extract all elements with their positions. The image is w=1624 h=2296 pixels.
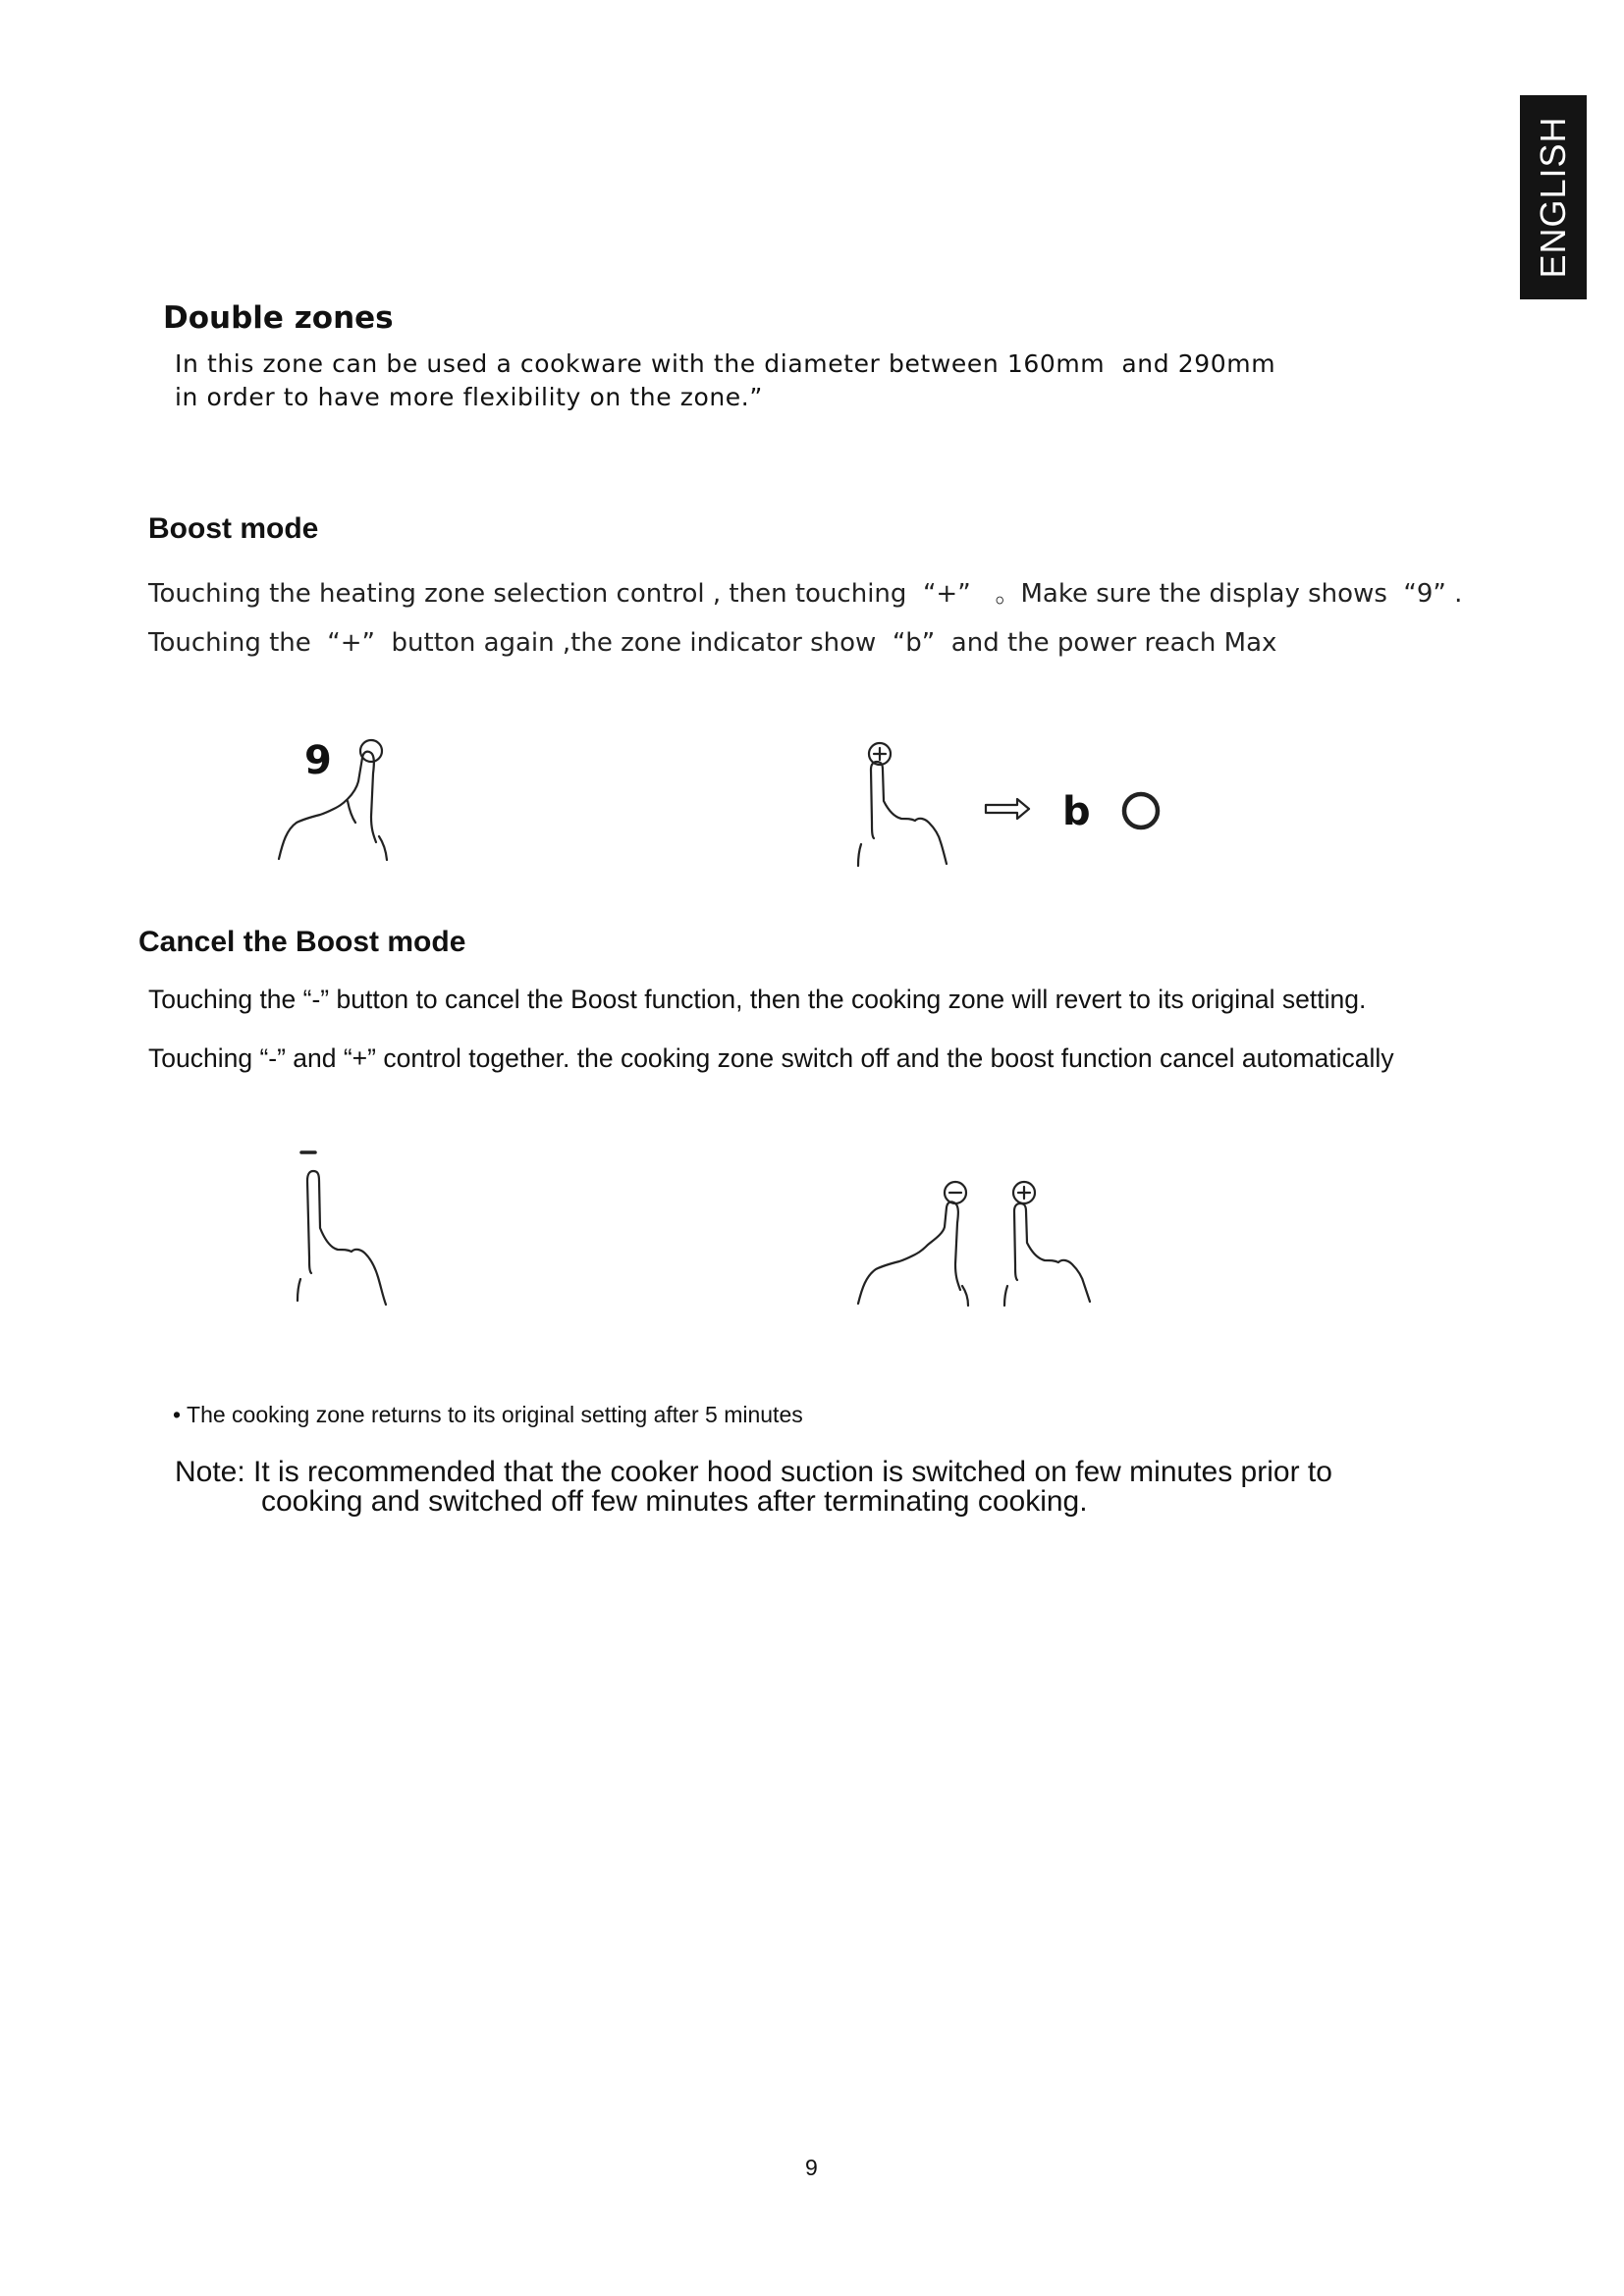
cancel-boost-heading: Cancel the Boost mode xyxy=(138,926,466,958)
page-number: 9 xyxy=(805,2155,818,2180)
pointing-hand-plus-2 xyxy=(1004,1203,1090,1306)
cancel-figure-both-illustration xyxy=(844,1168,1159,1315)
bullet-note: • The cooking zone returns to its original setting after 5 minutes xyxy=(173,1402,803,1427)
boost-mode-text-line1: Touching the heating zone selection control , then touching “+” 。Make sure the display shows “9” . xyxy=(148,579,1463,609)
double-zones-text-line2: in order to have more flexibility on the zone.” xyxy=(175,383,763,411)
display-9-glyph: 9 xyxy=(304,738,332,783)
right-arrow-icon xyxy=(986,799,1029,819)
boost-figure-left-illustration xyxy=(265,726,412,864)
display-b-glyph: b xyxy=(1062,789,1091,834)
note-line1: Note: It is recommended that the cooker hood suction is switched on few minutes prior to xyxy=(175,1456,1332,1488)
boost-figure-right-illustration xyxy=(844,726,1178,874)
pointing-hand-minus xyxy=(298,1171,386,1305)
double-zones-text-line1: In this zone can be used a cookware with the diameter between 160mm and 290mm xyxy=(175,349,1276,378)
cancel-boost-text-line2: Touching “-” and “+” control together. the cooking zone switch off and the boost function cancel automatically xyxy=(148,1043,1394,1073)
cancel-boost-text-line1: Touching the “-” button to cancel the Boost function, then the cooking zone will revert to its original setting. xyxy=(148,985,1367,1014)
language-tab xyxy=(1520,95,1587,299)
pointing-hand-right xyxy=(858,762,947,866)
note-line2: cooking and switched off few minutes after terminating cooking. xyxy=(261,1485,1088,1518)
boost-mode-heading: Boost mode xyxy=(148,512,319,545)
pointing-hand-minus-2 xyxy=(858,1201,968,1306)
pointing-hand-left xyxy=(279,752,387,860)
language-tab-label: ENGLISH xyxy=(1533,116,1573,279)
cancel-figure-minus-illustration xyxy=(290,1144,427,1310)
boost-mode-text-line2: Touching the “+” button again ,the zone indicator show “b” and the power reach Max xyxy=(148,628,1277,658)
selection-button-circle xyxy=(360,740,382,762)
double-zones-heading: Double zones xyxy=(163,300,394,336)
zone-indicator-circle xyxy=(1124,794,1158,828)
